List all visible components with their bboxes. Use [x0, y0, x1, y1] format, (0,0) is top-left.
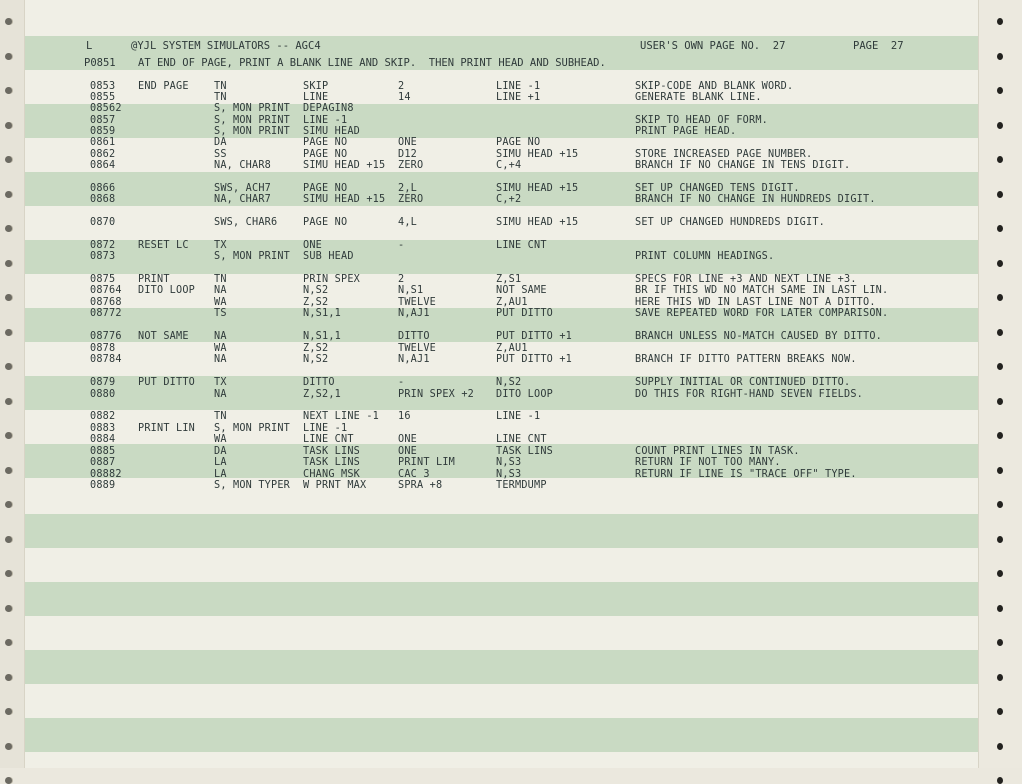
line-number: 08776: [90, 331, 122, 342]
line-operand3: TASK LINS: [496, 446, 554, 457]
line-operand3: Z,AU1: [496, 297, 528, 308]
sprocket-hole-right: [997, 743, 1003, 750]
line-address: ONE: [303, 240, 323, 251]
line-operand2: -: [398, 240, 405, 251]
line-address: DEPAGIN8: [303, 103, 354, 114]
sprocket-hole-left: [5, 329, 12, 336]
line-operand3: SIMU HEAD +15: [496, 149, 579, 160]
line-opcode: NA: [214, 354, 227, 365]
line-operand3: PUT DITTO +1: [496, 354, 573, 365]
sprocket-hole-right: [997, 674, 1003, 681]
line-number: 0884: [90, 434, 116, 445]
line-address: SKIP: [303, 81, 329, 92]
line-opcode: TN: [214, 81, 227, 92]
line-operand2: ONE: [398, 137, 418, 148]
line-comment: SUPPLY INITIAL OR CONTINUED DITTO.: [635, 377, 851, 388]
line-address: PAGE NO: [303, 217, 348, 228]
sprocket-hole-left: [5, 432, 12, 439]
line-opcode: TN: [214, 274, 227, 285]
header-col1: L: [86, 40, 93, 52]
line-operand2: 2: [398, 274, 405, 285]
line-operand3: Z,S1: [496, 274, 522, 285]
line-operand2: 4,L: [398, 217, 418, 228]
sprocket-hole-left: [5, 743, 12, 750]
line-number: 0875: [90, 274, 116, 285]
sprocket-hole-right: [997, 639, 1003, 646]
line-address: LINE -1: [303, 423, 348, 434]
line-operand2: N,S1: [398, 285, 424, 296]
line-operand3: PUT DITTO +1: [496, 331, 573, 342]
line-operand2: ONE: [398, 434, 418, 445]
line-opcode: TS: [214, 308, 227, 319]
line-opcode: WA: [214, 434, 227, 445]
line-operand2: 14: [398, 92, 411, 103]
line-comment: DO THIS FOR RIGHT-HAND SEVEN FIELDS.: [635, 389, 864, 400]
line-address: SIMU HEAD: [303, 126, 361, 137]
line-number: 0880: [90, 389, 116, 400]
line-comment: SKIP-CODE AND BLANK WORD.: [635, 81, 794, 92]
line-operand2: N,AJ1: [398, 354, 430, 365]
sprocket-hole-left: [5, 260, 12, 267]
sprocket-hole-left: [5, 225, 12, 232]
line-address: Z,S2,1: [303, 389, 342, 400]
line-operand2: TWELVE: [398, 297, 437, 308]
sprocket-hole-right: [997, 398, 1003, 405]
line-comment: GENERATE BLANK LINE.: [635, 92, 762, 103]
line-comment: COUNT PRINT LINES IN TASK.: [635, 446, 800, 457]
sprocket-hole-right: [997, 536, 1003, 543]
line-label: PUT DITTO: [138, 377, 196, 388]
line-number: 08562: [90, 103, 122, 114]
line-number: 0878: [90, 343, 116, 354]
sprocket-hole-right: [997, 501, 1003, 508]
line-opcode: S, MON PRINT: [214, 126, 291, 137]
line-address: N,S2: [303, 285, 329, 296]
sprocket-hole-left: [5, 708, 12, 715]
line-operand3: N,S3: [496, 469, 522, 480]
line-operand2: ONE: [398, 446, 418, 457]
line-operand2: 2,L: [398, 183, 418, 194]
line-number: 0859: [90, 126, 116, 137]
line-operand3: SIMU HEAD +15: [496, 217, 579, 228]
line-address: N,S1,1: [303, 331, 342, 342]
green-band: [24, 718, 978, 752]
right-tractor-margin: [978, 0, 1022, 768]
sprocket-hole-right: [997, 467, 1003, 474]
line-opcode: SWS, ACH7: [214, 183, 272, 194]
line-operand2: SPRA +8: [398, 480, 443, 491]
line-opcode: LA: [214, 457, 227, 468]
line-number: 0866: [90, 183, 116, 194]
sprocket-hole-left: [5, 570, 12, 577]
line-address: PAGE NO: [303, 183, 348, 194]
line-opcode: NA, CHAR7: [214, 194, 272, 205]
line-comment: BRANCH UNLESS NO-MATCH CAUSED BY DITTO.: [635, 331, 883, 342]
line-opcode: LA: [214, 469, 227, 480]
line-number: 08772: [90, 308, 122, 319]
line-number: 0879: [90, 377, 116, 388]
header-system-title: @YJL SYSTEM SIMULATORS -- AGC4: [131, 40, 321, 52]
line-number: 0857: [90, 115, 116, 126]
line-opcode: TX: [214, 240, 227, 251]
line-opcode: S, MON PRINT: [214, 103, 291, 114]
line-opcode: TN: [214, 411, 227, 422]
sprocket-hole-left: [5, 777, 12, 784]
line-comment: RETURN IF NOT TOO MANY.: [635, 457, 781, 468]
line-address: SIMU HEAD +15: [303, 160, 386, 171]
line-opcode: S, MON PRINT: [214, 251, 291, 262]
line-opcode: NA: [214, 389, 227, 400]
sprocket-hole-right: [997, 53, 1003, 60]
sprocket-hole-left: [5, 191, 12, 198]
line-label: NOT SAME: [138, 331, 189, 342]
line-address: SIMU HEAD +15: [303, 194, 386, 205]
sprocket-hole-left: [5, 536, 12, 543]
sprocket-hole-left: [5, 87, 12, 94]
line-address: TASK LINS: [303, 446, 361, 457]
line-operand3: SIMU HEAD +15: [496, 183, 579, 194]
line-address: TASK LINS: [303, 457, 361, 468]
header-user-page: USER'S OWN PAGE NO. 27: [640, 40, 786, 52]
line-operand2: CAC 3: [398, 469, 430, 480]
sprocket-hole-left: [5, 18, 12, 25]
sprocket-hole-right: [997, 329, 1003, 336]
line-operand3: LINE -1: [496, 411, 541, 422]
line-operand3: N,S2: [496, 377, 522, 388]
line-operand2: DITTO: [398, 331, 430, 342]
line-number: 08882: [90, 469, 122, 480]
header-note: AT END OF PAGE, PRINT A BLANK LINE AND SKIP. THEN PRINT HEAD AND SUBHEAD.: [138, 57, 606, 69]
line-number: 08784: [90, 354, 122, 365]
line-opcode: NA: [214, 331, 227, 342]
line-number: 0861: [90, 137, 116, 148]
line-operand3: LINE CNT: [496, 434, 547, 445]
sprocket-hole-right: [997, 225, 1003, 232]
line-address: LINE: [303, 92, 329, 103]
line-opcode: DA: [214, 137, 227, 148]
line-operand3: N,S3: [496, 457, 522, 468]
line-operand3: DITO LOOP: [496, 389, 554, 400]
green-band: [24, 582, 978, 616]
line-comment: BRANCH IF NO CHANGE IN HUNDREDS DIGIT.: [635, 194, 876, 205]
line-number: 0872: [90, 240, 116, 251]
line-number: 0885: [90, 446, 116, 457]
line-opcode: TN: [214, 92, 227, 103]
line-number: 0889: [90, 480, 116, 491]
sprocket-hole-left: [5, 467, 12, 474]
sprocket-hole-right: [997, 191, 1003, 198]
sprocket-hole-left: [5, 53, 12, 60]
line-operand2: N,AJ1: [398, 308, 430, 319]
line-operand3: LINE CNT: [496, 240, 547, 251]
line-opcode: WA: [214, 343, 227, 354]
line-address: W PRNT MAX: [303, 480, 367, 491]
sprocket-hole-left: [5, 398, 12, 405]
line-label: END PAGE: [138, 81, 189, 92]
line-opcode: S, MON PRINT: [214, 423, 291, 434]
line-operand2: 16: [398, 411, 411, 422]
line-address: LINE CNT: [303, 434, 354, 445]
sprocket-hole-left: [5, 363, 12, 370]
line-operand2: PRIN SPEX +2: [398, 389, 475, 400]
line-opcode: DA: [214, 446, 227, 457]
line-operand3: PUT DITTO: [496, 308, 554, 319]
line-address: SUB HEAD: [303, 251, 354, 262]
line-opcode: S, MON TYPER: [214, 480, 291, 491]
line-operand2: D12: [398, 149, 418, 160]
line-label: DITO LOOP: [138, 285, 196, 296]
line-operand2: PRINT LIM: [398, 457, 456, 468]
line-operand3: C,+4: [496, 160, 522, 171]
line-address: PAGE NO: [303, 149, 348, 160]
sprocket-hole-right: [997, 294, 1003, 301]
green-band: [24, 514, 978, 548]
sprocket-hole-right: [997, 156, 1003, 163]
line-number: 0887: [90, 457, 116, 468]
line-operand3: Z,AU1: [496, 343, 528, 354]
line-comment: RETURN IF LINE IS "TRACE OFF" TYPE.: [635, 469, 857, 480]
line-number: 0853: [90, 81, 116, 92]
line-number: 0882: [90, 411, 116, 422]
sprocket-hole-right: [997, 122, 1003, 129]
line-address: CHANG MSK: [303, 469, 361, 480]
line-opcode: TX: [214, 377, 227, 388]
line-operand2: -: [398, 377, 405, 388]
line-operand2: ZERO: [398, 160, 424, 171]
line-address: NEXT LINE -1: [303, 411, 380, 422]
line-opcode: NA: [214, 285, 227, 296]
line-address: N,S2: [303, 354, 329, 365]
line-number: 0873: [90, 251, 116, 262]
line-comment: SKIP TO HEAD OF FORM.: [635, 115, 769, 126]
line-operand2: ZERO: [398, 194, 424, 205]
line-number: 0870: [90, 217, 116, 228]
line-comment: SPECS FOR LINE +3 AND NEXT LINE +3.: [635, 274, 857, 285]
sprocket-hole-right: [997, 708, 1003, 715]
sprocket-hole-left: [5, 156, 12, 163]
line-comment: BRANCH IF NO CHANGE IN TENS DIGIT.: [635, 160, 851, 171]
sprocket-hole-left: [5, 501, 12, 508]
line-number: 0862: [90, 149, 116, 160]
line-operand3: TERMDUMP: [496, 480, 547, 491]
line-comment: STORE INCREASED PAGE NUMBER.: [635, 149, 813, 160]
green-band: [24, 104, 978, 138]
line-comment: SAVE REPEATED WORD FOR LATER COMPARISON.: [635, 308, 889, 319]
line-address: DITTO: [303, 377, 335, 388]
line-address: PAGE NO: [303, 137, 348, 148]
line-comment: BR IF THIS WD NO MATCH SAME IN LAST LIN.: [635, 285, 889, 296]
line-comment: SET UP CHANGED TENS DIGIT.: [635, 183, 800, 194]
sprocket-hole-right: [997, 432, 1003, 439]
sprocket-hole-right: [997, 87, 1003, 94]
sprocket-hole-left: [5, 122, 12, 129]
sprocket-hole-right: [997, 260, 1003, 267]
line-comment: BRANCH IF DITTO PATTERN BREAKS NOW.: [635, 354, 857, 365]
line-operand2: 2: [398, 81, 405, 92]
sprocket-hole-right: [997, 363, 1003, 370]
line-number: 0855: [90, 92, 116, 103]
sprocket-hole-left: [5, 294, 12, 301]
line-opcode: NA, CHAR8: [214, 160, 272, 171]
line-number: 08768: [90, 297, 122, 308]
sprocket-hole-right: [997, 605, 1003, 612]
green-band: [24, 650, 978, 684]
line-comment: SET UP CHANGED HUNDREDS DIGIT.: [635, 217, 826, 228]
line-comment: HERE THIS WD IN LAST LINE NOT A DITTO.: [635, 297, 876, 308]
line-operand3: C,+2: [496, 194, 522, 205]
line-opcode: SS: [214, 149, 227, 160]
header-page-number: PAGE 27: [853, 40, 904, 52]
line-number: 08764: [90, 285, 122, 296]
line-operand3: PAGE NO: [496, 137, 541, 148]
line-address: N,S1,1: [303, 308, 342, 319]
line-label: RESET LC: [138, 240, 189, 251]
line-label: PRINT: [138, 274, 170, 285]
line-address: Z,S2: [303, 297, 329, 308]
line-number: 0883: [90, 423, 116, 434]
line-address: Z,S2: [303, 343, 329, 354]
line-operand3: LINE -1: [496, 81, 541, 92]
sprocket-hole-left: [5, 674, 12, 681]
left-tractor-margin: [0, 0, 25, 768]
line-opcode: WA: [214, 297, 227, 308]
line-number: 0864: [90, 160, 116, 171]
header-ref: P0851: [84, 57, 116, 69]
line-address: PRIN SPEX: [303, 274, 361, 285]
sprocket-hole-right: [997, 777, 1003, 784]
line-number: 0868: [90, 194, 116, 205]
sprocket-hole-left: [5, 639, 12, 646]
line-operand2: TWELVE: [398, 343, 437, 354]
line-address: LINE -1: [303, 115, 348, 126]
line-comment: PRINT PAGE HEAD.: [635, 126, 737, 137]
line-label: PRINT LIN: [138, 423, 196, 434]
sprocket-hole-left: [5, 605, 12, 612]
line-comment: PRINT COLUMN HEADINGS.: [635, 251, 775, 262]
line-opcode: S, MON PRINT: [214, 115, 291, 126]
line-operand3: LINE +1: [496, 92, 541, 103]
line-opcode: SWS, CHAR6: [214, 217, 278, 228]
line-operand3: NOT SAME: [496, 285, 547, 296]
sprocket-hole-right: [997, 18, 1003, 25]
sprocket-hole-right: [997, 570, 1003, 577]
